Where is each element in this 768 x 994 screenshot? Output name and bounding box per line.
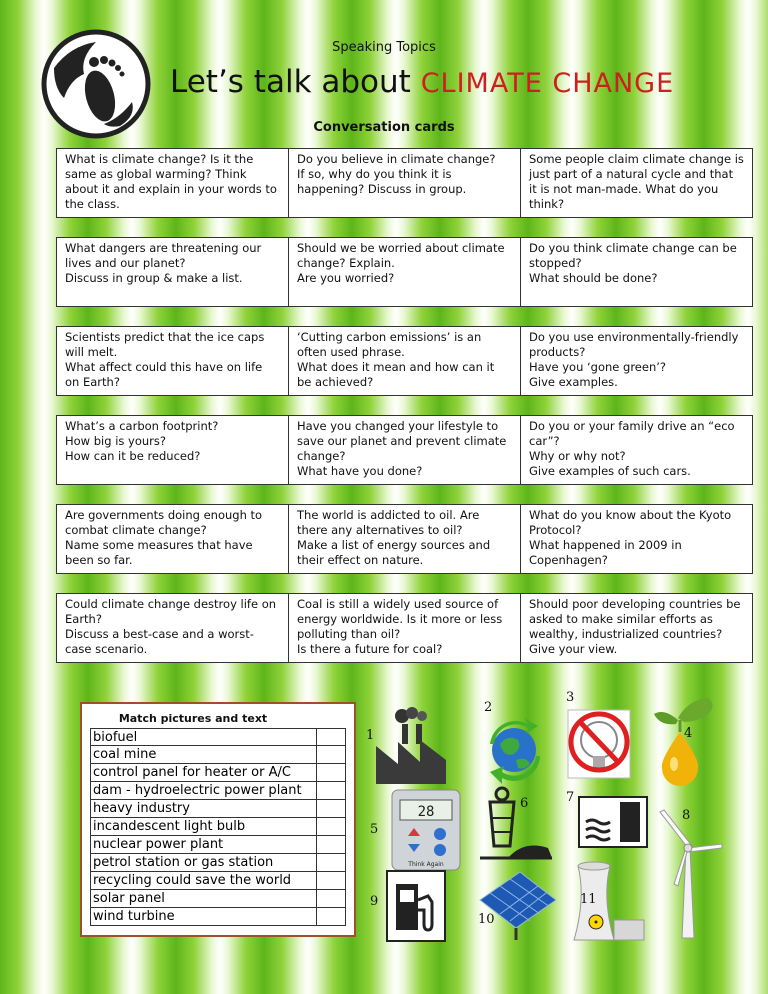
card-text: Do you or your family drive an “eco car”? xyxy=(529,419,735,448)
match-item-label: petrol station or gas station xyxy=(90,854,316,872)
control-panel-icon xyxy=(388,788,464,872)
card-text: What’s a carbon footprint? xyxy=(65,419,219,433)
nuclear-plant-icon xyxy=(562,846,646,942)
picture-number: 6 xyxy=(520,796,529,811)
conversation-card xyxy=(288,326,521,396)
card-text: What happened in 2009 in Copenhagen? xyxy=(529,538,682,567)
gas-station-icon xyxy=(386,870,446,942)
conversation-card xyxy=(56,148,289,218)
match-row xyxy=(90,908,346,926)
card-text: Discuss in group & make a list. xyxy=(65,271,243,285)
answer-box[interactable] xyxy=(316,872,346,890)
card-text: The world is addicted to oil. Are there any alternatives to oil? xyxy=(297,508,480,537)
match-item-label: nuclear power plant xyxy=(90,836,316,854)
section-heading: Conversation cards xyxy=(313,120,455,135)
answer-box[interactable] xyxy=(316,854,346,872)
card-text: Have you ‘gone green’? xyxy=(529,360,667,374)
card-text: Coal is still a widely used source of energy worldwide. Is it more or less polluting than oil? xyxy=(297,597,503,641)
recycling-earth-icon xyxy=(478,714,550,786)
answer-box[interactable] xyxy=(316,818,346,836)
card-text: Do you think climate change can be stopped? xyxy=(529,241,737,270)
card-text: Are governments doing enough to combat climate change? xyxy=(65,508,263,537)
conversation-card xyxy=(56,415,289,485)
panel-caption: Think Again xyxy=(408,861,444,868)
answer-box[interactable] xyxy=(316,908,346,926)
picture-number: 8 xyxy=(682,808,691,823)
card-text: Why or why not? xyxy=(529,449,626,463)
dam-icon xyxy=(578,796,648,848)
card-text: Do you use environmentally-friendly products? xyxy=(529,330,739,359)
factory-icon xyxy=(372,706,450,784)
match-item-label: incandescent light bulb xyxy=(90,818,316,836)
picture-number: 4 xyxy=(684,726,693,741)
biofuel-drop-icon xyxy=(648,696,724,786)
match-item-label: coal mine xyxy=(90,746,316,764)
answer-box[interactable] xyxy=(316,836,346,854)
match-row xyxy=(90,800,346,818)
match-item-label: heavy industry xyxy=(90,800,316,818)
match-item-label: dam - hydroelectric power plant xyxy=(90,782,316,800)
card-text: Should poor developing countries be asked to make similar efforts as wealthy, industrialized countries? Give your view. xyxy=(529,597,741,656)
picture-number: 10 xyxy=(478,912,495,927)
conversation-card xyxy=(520,237,753,307)
conversation-card xyxy=(520,504,753,574)
card-text: ‘Cutting carbon emissions’ is an often used phrase. xyxy=(297,330,482,359)
match-row xyxy=(90,890,346,908)
match-item-label: control panel for heater or A/C xyxy=(90,764,316,782)
conversation-card xyxy=(56,237,289,307)
picture-number: 2 xyxy=(484,700,493,715)
card-text: Could climate change destroy life on Earth? xyxy=(65,597,277,626)
card-text: What do you know about the Kyoto Protocol? xyxy=(529,508,732,537)
card-text: How can it be reduced? xyxy=(65,449,201,463)
card-text: What is climate change? Is it the same as global warming? Think about it and explain in your words to the class. xyxy=(65,152,277,211)
match-item-label: wind turbine xyxy=(90,908,316,926)
page-subtitle: Speaking Topics xyxy=(332,40,436,55)
answer-box[interactable] xyxy=(316,890,346,908)
picture-number: 9 xyxy=(370,894,379,909)
match-row xyxy=(90,854,346,872)
picture-number: 7 xyxy=(566,790,575,805)
title-lead: Let’s talk about xyxy=(170,64,411,100)
match-row xyxy=(90,728,346,746)
match-row xyxy=(90,836,346,854)
card-text: If so, why do you think it is happening? Discuss in group. xyxy=(297,167,467,196)
card-text: Some people claim climate change is just part of a natural cycle and that it is not man-made. What do you think? xyxy=(529,152,744,211)
card-text: What does it mean and how can it be achieved? xyxy=(297,360,495,389)
panel-readout: 28 xyxy=(417,804,435,820)
match-title: Match pictures and text xyxy=(118,712,268,725)
card-text: What dangers are threatening our lives and our planet? xyxy=(65,241,262,270)
picture-number: 3 xyxy=(566,690,575,705)
conversation-card xyxy=(288,237,521,307)
match-box xyxy=(80,702,356,937)
card-text: What have you done? xyxy=(297,464,423,478)
card-text: Name some measures that have been so far. xyxy=(65,538,253,567)
conversation-card xyxy=(56,326,289,396)
card-text: Make a list of energy sources and their effect on nature. xyxy=(297,538,491,567)
match-item-label: biofuel xyxy=(90,728,316,746)
conversation-card xyxy=(520,326,753,396)
card-text: Have you changed your lifestyle to save our planet and prevent climate change? xyxy=(297,419,507,463)
title-highlight: CLIMATE CHANGE xyxy=(420,68,675,99)
card-text: Give examples. xyxy=(529,375,618,389)
conversation-card xyxy=(520,415,753,485)
conversation-card xyxy=(520,148,753,218)
match-list xyxy=(90,728,346,926)
solar-panel-icon xyxy=(476,870,558,940)
conversation-card xyxy=(288,593,521,663)
match-row xyxy=(90,818,346,836)
card-text: What should be done? xyxy=(529,271,658,285)
answer-box[interactable] xyxy=(316,746,346,764)
match-row xyxy=(90,872,346,890)
wind-turbine-icon xyxy=(652,808,724,940)
card-text: Should we be worried about climate change? Explain. xyxy=(297,241,505,270)
conversation-card xyxy=(56,593,289,663)
answer-box[interactable] xyxy=(316,728,346,746)
page-title xyxy=(170,64,674,100)
picture-number: 11 xyxy=(580,892,597,907)
card-text: Do you believe in climate change? xyxy=(297,152,496,166)
match-item-label: solar panel xyxy=(90,890,316,908)
conversation-card xyxy=(288,504,521,574)
conversation-card xyxy=(288,415,521,485)
card-text: Scientists predict that the ice caps will melt. xyxy=(65,330,265,359)
conversation-card xyxy=(520,593,753,663)
answer-box[interactable] xyxy=(316,764,346,782)
answer-box[interactable] xyxy=(316,800,346,818)
card-text: Give examples of such cars. xyxy=(529,464,691,478)
picture-number: 1 xyxy=(366,728,375,743)
match-row xyxy=(90,764,346,782)
match-row xyxy=(90,746,346,764)
answer-box[interactable] xyxy=(316,782,346,800)
match-item-label: recycling could save the world xyxy=(90,872,316,890)
picture-number: 5 xyxy=(370,822,379,837)
match-row xyxy=(90,782,346,800)
coal-mine-icon xyxy=(478,784,554,860)
card-text: How big is yours? xyxy=(65,434,166,448)
card-text: What affect could this have on life on Earth? xyxy=(65,360,263,389)
card-text: Is there a future for coal? xyxy=(297,642,443,656)
banned-bulb-icon xyxy=(566,708,632,780)
conversation-card xyxy=(288,148,521,218)
conversation-card xyxy=(56,504,289,574)
card-text: Discuss a best-case and a worst-case scenario. xyxy=(65,627,254,656)
card-text: Are you worried? xyxy=(297,271,395,285)
